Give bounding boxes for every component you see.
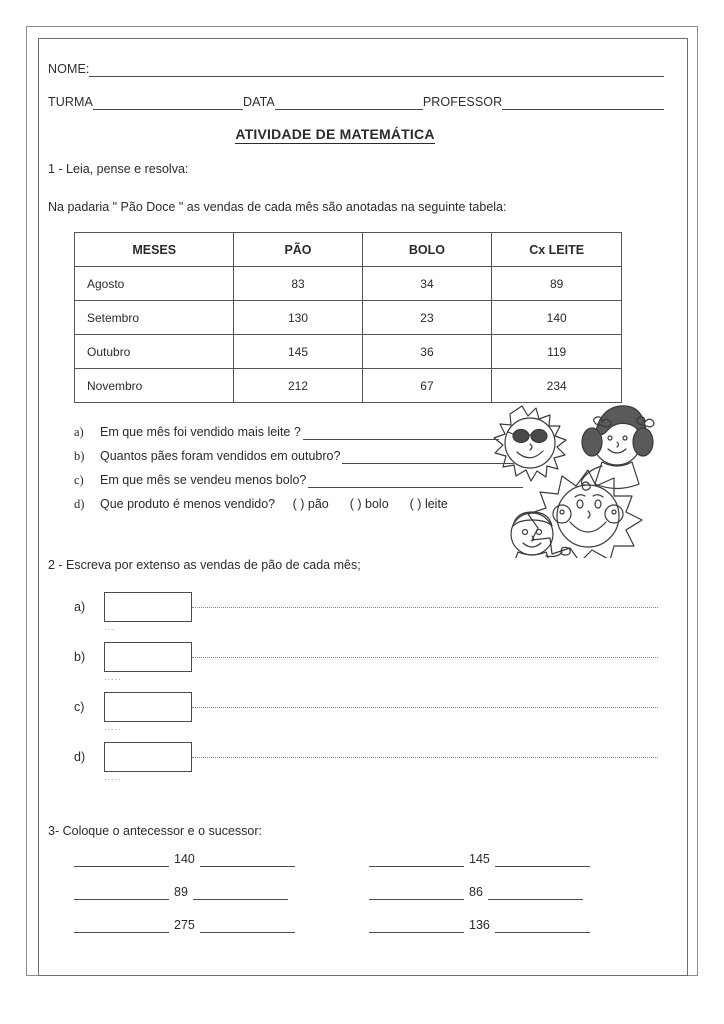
section2-d-writing-line[interactable] xyxy=(192,756,658,758)
data-input-line[interactable] xyxy=(275,97,423,110)
section3-number: 86 xyxy=(469,885,483,899)
section2-a-box[interactable] xyxy=(104,592,192,622)
question-c-marker: c) xyxy=(74,473,84,487)
cell-month: Setembro xyxy=(75,301,234,335)
section2-d-smudge: ..... xyxy=(104,772,122,782)
nome-input-line[interactable] xyxy=(89,64,664,77)
nome-field-row xyxy=(48,62,664,77)
section2-b-box[interactable] xyxy=(104,642,192,672)
option-leite-label: leite xyxy=(424,497,448,511)
page-title-text: ATIVIDADE DE MATEMÁTICA xyxy=(235,126,435,142)
antecessor-line[interactable] xyxy=(369,886,464,900)
section2-b-writing-line[interactable] xyxy=(192,656,658,658)
section2-b-smudge: ..... xyxy=(104,672,122,682)
sucessor-line[interactable] xyxy=(200,919,295,933)
turma-data-professor-row xyxy=(48,95,664,110)
column-header-bolo: BOLO xyxy=(362,233,492,267)
sucessor-line[interactable] xyxy=(495,919,590,933)
section3-pair-left-3 xyxy=(74,918,369,933)
question-d-marker: d) xyxy=(74,497,85,511)
sucessor-line[interactable] xyxy=(200,853,295,867)
question-b-marker: b) xyxy=(74,449,85,463)
question-d-text: Que produto é menos vendido? xyxy=(100,497,276,511)
section3-pair-right-1 xyxy=(369,852,664,867)
section3-row xyxy=(74,918,664,933)
question-d xyxy=(74,497,664,512)
section2-d-marker: d) xyxy=(74,750,86,764)
section2-b-marker: b) xyxy=(74,650,86,664)
question-a-answer-line[interactable] xyxy=(303,427,499,440)
option-bolo-label: bolo xyxy=(365,497,389,511)
cell-month: Novembro xyxy=(75,369,234,403)
question-a xyxy=(74,425,664,440)
section3-row xyxy=(74,885,664,900)
section1-questions xyxy=(74,425,664,512)
section3-pair-right-2 xyxy=(369,885,664,900)
page-title xyxy=(46,126,624,142)
table-row xyxy=(75,267,622,301)
question-a-marker: a) xyxy=(74,425,84,439)
sales-table xyxy=(74,232,622,403)
cell-pao: 83 xyxy=(234,267,362,301)
section3-number: 275 xyxy=(174,918,195,932)
section2-c-smudge: ..... xyxy=(104,722,122,732)
section3-heading: 3- Coloque o antecessor e o sucessor: xyxy=(48,824,263,838)
professor-label: PROFESSOR xyxy=(422,95,503,109)
section2-item-c xyxy=(74,692,664,732)
cell-leite: 119 xyxy=(492,335,622,369)
section2-a-smudge: ... xyxy=(104,622,115,632)
sucessor-line[interactable] xyxy=(495,853,590,867)
question-a-text: Em que mês foi vendido mais leite ? xyxy=(100,425,301,439)
section3-number-grid xyxy=(74,852,664,933)
cell-month: Agosto xyxy=(75,267,234,301)
section2-a-writing-line[interactable] xyxy=(192,606,658,608)
question-d-options xyxy=(275,497,448,512)
section2-d-box[interactable] xyxy=(104,742,192,772)
cell-bolo: 34 xyxy=(362,267,492,301)
section1-heading: 1 - Leia, pense e resolva: xyxy=(48,162,189,176)
section2-c-writing-line[interactable] xyxy=(192,706,658,708)
section3-number: 136 xyxy=(469,918,490,932)
section3-pair-left-1 xyxy=(74,852,369,867)
section2-heading: 2 - Escreva por extenso as vendas de pão de cada mês; xyxy=(48,558,361,572)
cell-pao: 212 xyxy=(234,369,362,403)
section3-number: 89 xyxy=(174,885,188,899)
question-b xyxy=(74,449,664,464)
cell-bolo: 23 xyxy=(362,301,492,335)
cell-bolo: 36 xyxy=(362,335,492,369)
table-row xyxy=(75,369,622,403)
section3-pair-right-3 xyxy=(369,918,664,933)
section3-row xyxy=(74,852,664,867)
antecessor-line[interactable] xyxy=(369,919,464,933)
cell-leite: 234 xyxy=(492,369,622,403)
option-pao-label: pão xyxy=(307,497,329,511)
column-header-pao: PÃO xyxy=(234,233,362,267)
section2-a-marker: a) xyxy=(74,600,86,614)
antecessor-line[interactable] xyxy=(74,853,169,867)
sucessor-line[interactable] xyxy=(193,886,288,900)
question-c-answer-line[interactable] xyxy=(308,475,523,488)
cell-leite: 140 xyxy=(492,301,622,335)
cell-pao: 145 xyxy=(234,335,362,369)
section2-c-box[interactable] xyxy=(104,692,192,722)
antecessor-line[interactable] xyxy=(74,919,169,933)
section2-item-a xyxy=(74,592,664,632)
question-b-text: Quantos pães foram vendidos em outubro? xyxy=(100,449,341,463)
table-row xyxy=(75,301,622,335)
section3-number: 140 xyxy=(174,852,195,866)
question-c xyxy=(74,473,664,488)
cell-pao: 130 xyxy=(234,301,362,335)
option-pao-checkbox[interactable]: ( ) xyxy=(292,497,305,511)
sucessor-line[interactable] xyxy=(488,886,583,900)
table-row xyxy=(75,335,622,369)
section3-pair-left-2 xyxy=(74,885,369,900)
section1-intro: Na padaria " Pão Doce " as vendas de cada mês são anotadas na seguinte tabela: xyxy=(48,200,507,214)
cell-leite: 89 xyxy=(492,267,622,301)
cell-month: Outubro xyxy=(75,335,234,369)
option-leite-checkbox[interactable]: ( ) xyxy=(409,497,422,511)
antecessor-line[interactable] xyxy=(369,853,464,867)
question-b-answer-line[interactable] xyxy=(342,451,514,464)
antecessor-line[interactable] xyxy=(74,886,169,900)
section2-item-d xyxy=(74,742,664,782)
table-header-row xyxy=(75,233,622,267)
data-label: DATA xyxy=(242,95,275,109)
turma-input-line[interactable] xyxy=(93,97,243,110)
section3-number: 145 xyxy=(469,852,490,866)
nome-label: NOME: xyxy=(48,62,90,76)
cell-bolo: 67 xyxy=(362,369,492,403)
professor-input-line[interactable] xyxy=(502,97,664,110)
column-header-meses: MESES xyxy=(75,233,234,267)
worksheet-content xyxy=(44,44,682,970)
section2-c-marker: c) xyxy=(74,700,85,714)
column-header-cx-leite: Cx LEITE xyxy=(492,233,622,267)
question-c-text: Em que mês se vendeu menos bolo? xyxy=(100,473,307,487)
section2-item-b xyxy=(74,642,664,682)
option-bolo-checkbox[interactable]: ( ) xyxy=(349,497,362,511)
turma-label: TURMA xyxy=(48,95,93,109)
